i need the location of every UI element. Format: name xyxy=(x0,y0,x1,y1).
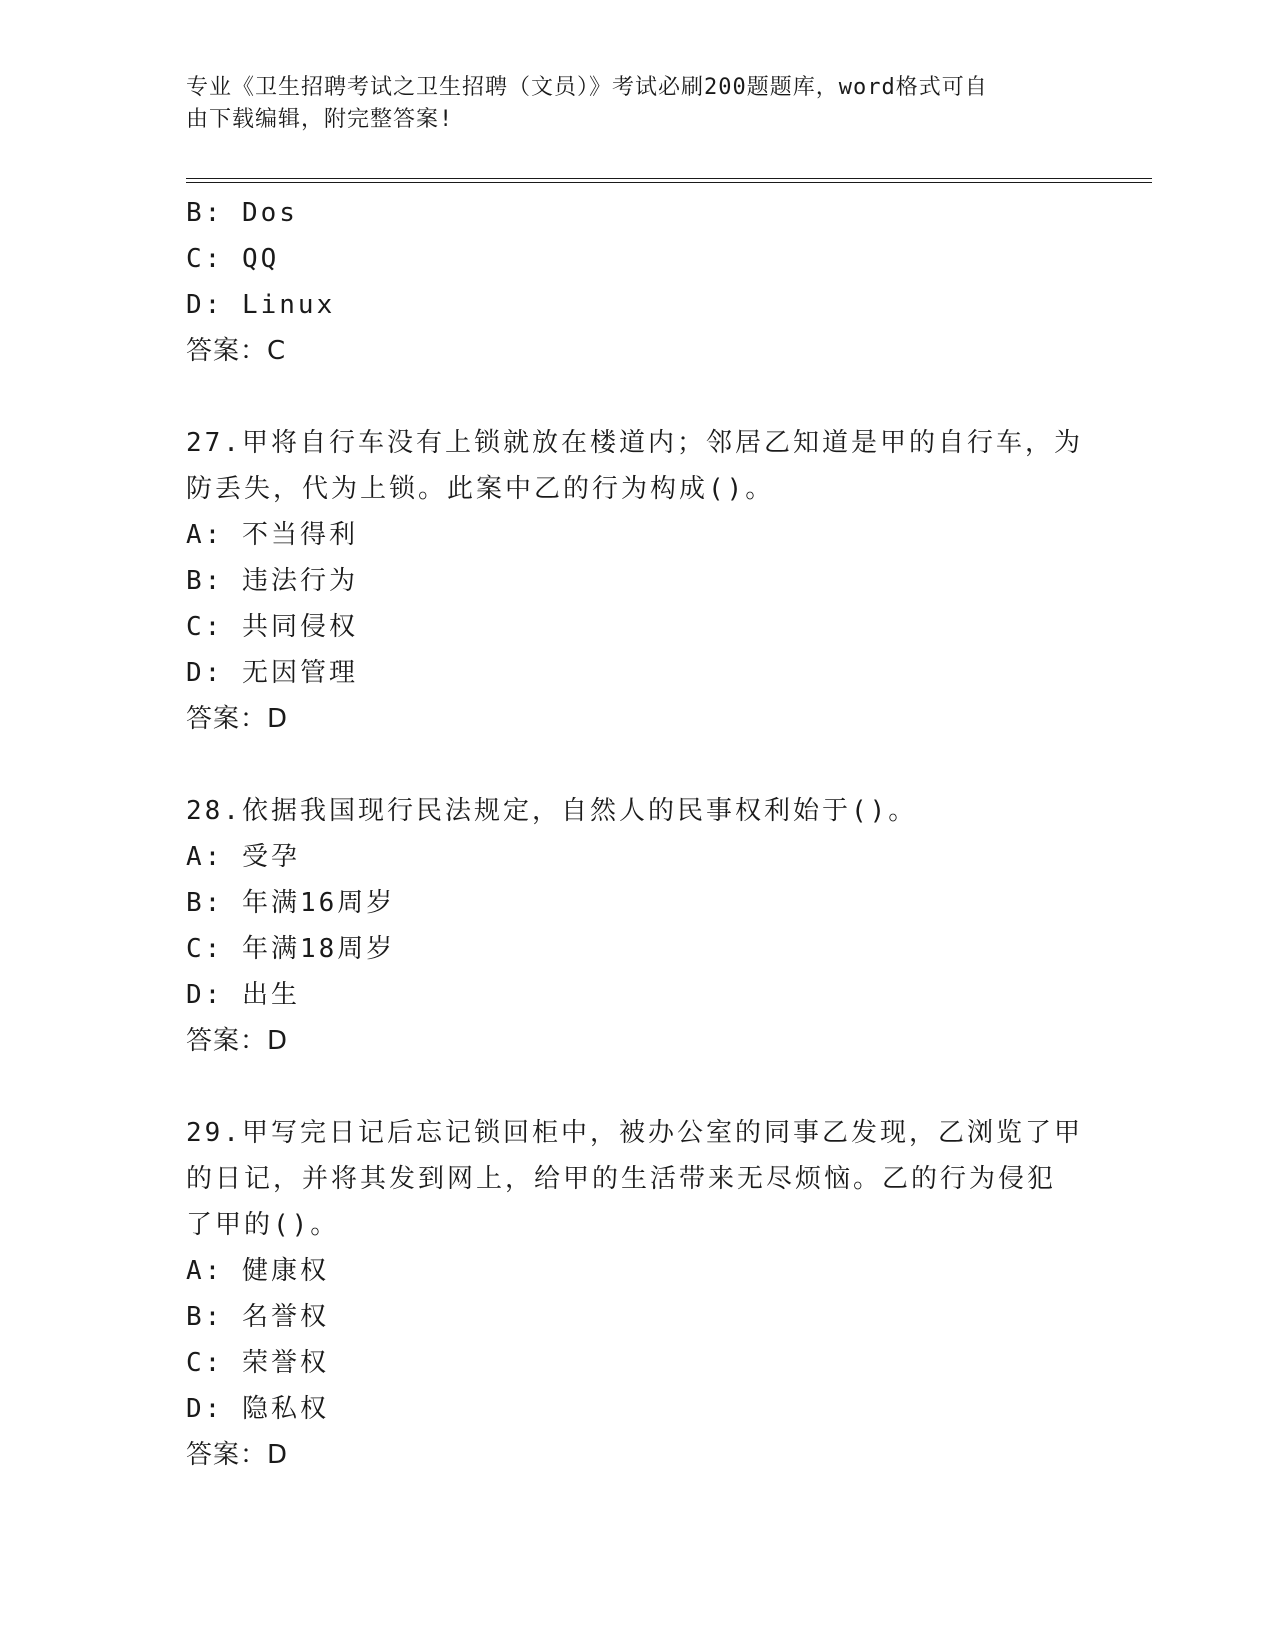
question-text: 27.甲将自行车没有上锁就放在楼道内；邻居乙知道是甲的自行车，为 xyxy=(186,428,1083,458)
question-text: 了甲的()。 xyxy=(186,1210,340,1240)
question-text: 的日记，并将其发到网上，给甲的生活带来无尽烦恼。乙的行为侵犯 xyxy=(186,1164,1057,1194)
answer: 答案：C xyxy=(186,336,287,366)
spacer xyxy=(186,374,1086,420)
question-continued xyxy=(186,190,1086,374)
option: B: 年满16周岁 xyxy=(186,888,396,918)
option: C: 荣誉权 xyxy=(186,1348,329,1378)
spacer xyxy=(186,742,1086,788)
option: B: 违法行为 xyxy=(186,566,358,596)
option: C: 共同侵权 xyxy=(186,612,358,642)
option: D: 隐私权 xyxy=(186,1394,329,1424)
option: D: 出生 xyxy=(186,980,300,1010)
answer: 答案：D xyxy=(186,704,289,734)
option: C: QQ xyxy=(186,244,280,274)
question-text: 防丢失，代为上锁。此案中乙的行为构成()。 xyxy=(186,474,775,504)
option: A: 受孕 xyxy=(186,842,300,872)
header-divider-top xyxy=(186,178,1152,179)
spacer xyxy=(186,1064,1086,1110)
question-text: 29.甲写完日记后忘记锁回柜中，被办公室的同事乙发现，乙浏览了甲 xyxy=(186,1118,1083,1148)
answer: 答案：D xyxy=(186,1026,289,1056)
option: D: Linux xyxy=(186,290,336,320)
answer: 答案：D xyxy=(186,1440,289,1470)
option: C: 年满18周岁 xyxy=(186,934,396,964)
header-divider-bottom xyxy=(186,182,1152,183)
document-header xyxy=(186,72,1086,136)
question-27 xyxy=(186,420,1086,742)
header-line-2: 由下载编辑，附完整答案! xyxy=(186,107,454,132)
question-text: 28.依据我国现行民法规定，自然人的民事权利始于()。 xyxy=(186,796,918,826)
option: D: 无因管理 xyxy=(186,658,358,688)
question-28 xyxy=(186,788,1086,1064)
option: A: 不当得利 xyxy=(186,520,358,550)
question-list xyxy=(186,190,1086,1478)
option: B: 名誉权 xyxy=(186,1302,329,1332)
header-line-1: 专业《卫生招聘考试之卫生招聘（文员）》考试必刷200题题库，word格式可自 xyxy=(186,75,988,100)
option: A: 健康权 xyxy=(186,1256,329,1286)
question-29 xyxy=(186,1110,1086,1478)
option: B: Dos xyxy=(186,198,298,228)
